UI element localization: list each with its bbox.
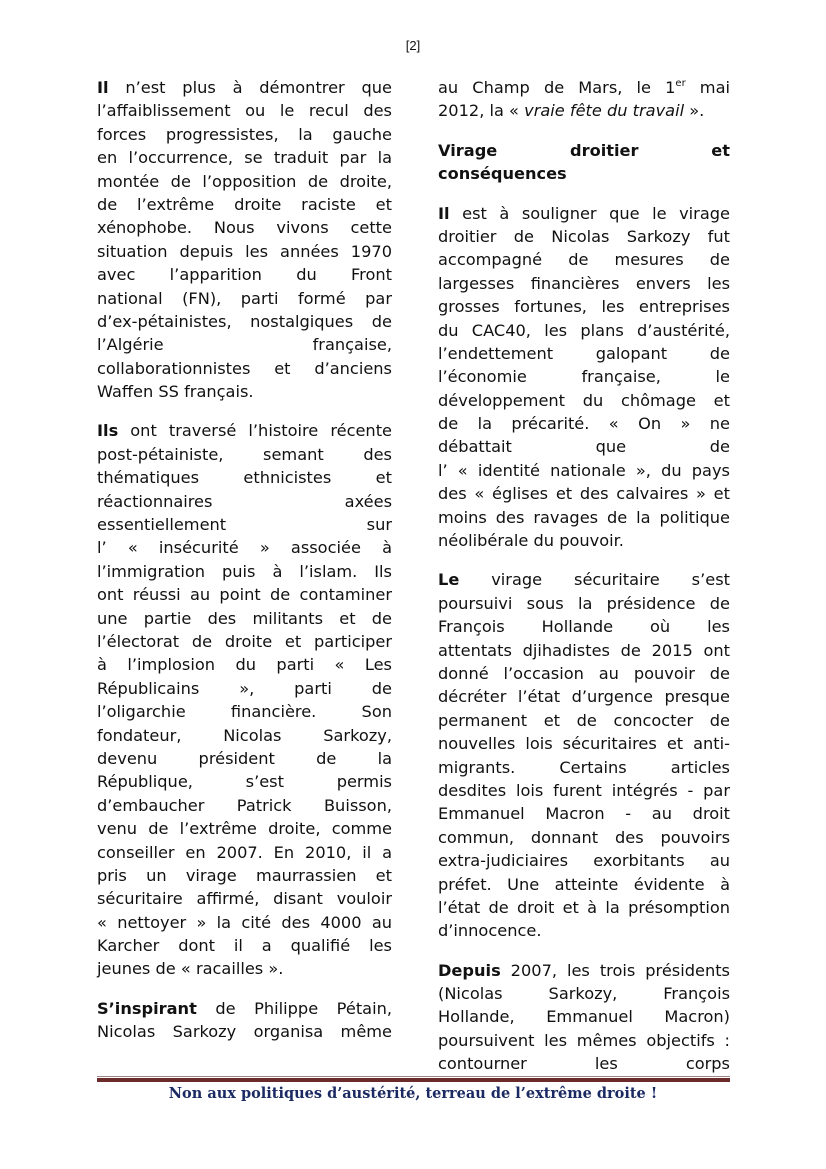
text-line bbox=[438, 639, 730, 662]
text-line bbox=[97, 817, 392, 840]
text-line bbox=[97, 419, 392, 442]
text-line bbox=[97, 583, 392, 606]
text-run: de l’extrême droite raciste et bbox=[97, 194, 392, 214]
text-run: « nettoyer » la cité des 4000 au bbox=[97, 912, 392, 932]
text-run: de Philippe Pétain, bbox=[196, 998, 392, 1018]
text-run: grosses fortunes, les entreprises bbox=[438, 297, 730, 317]
text-run: Waffen SS français. bbox=[97, 382, 254, 402]
text-run: Hollande, Emmanuel Macron) bbox=[438, 1007, 730, 1027]
text-run: réactionnaires axées bbox=[97, 491, 392, 511]
text-line bbox=[438, 248, 730, 271]
text-line bbox=[438, 76, 730, 99]
text-line bbox=[438, 919, 730, 942]
text-run: avec l’apparition du Front bbox=[97, 265, 392, 285]
text-line bbox=[438, 873, 730, 896]
text-line bbox=[97, 240, 392, 263]
text-line bbox=[97, 263, 392, 286]
text-line bbox=[438, 389, 730, 412]
paragraph bbox=[97, 419, 392, 980]
lead-word: Il bbox=[97, 78, 109, 97]
text-line bbox=[438, 1029, 730, 1052]
text-line bbox=[438, 459, 730, 482]
text-run: l’ « identité nationale », du pays bbox=[438, 460, 730, 480]
text-run: accompagné de mesures de bbox=[438, 250, 730, 270]
text-line bbox=[438, 365, 730, 388]
text-run: collaborationnistes et d’anciens bbox=[97, 358, 392, 378]
text-run: mai bbox=[685, 78, 730, 97]
text-run: à l’implosion du parti « Les bbox=[97, 655, 392, 675]
text-run: d’innocence. bbox=[438, 921, 542, 941]
text-run: ont traversé l’histoire récente bbox=[118, 421, 392, 441]
text-run: l’affaiblissement ou le recul des bbox=[97, 101, 392, 121]
text-run: ont réussi au point de contaminer bbox=[97, 585, 392, 605]
italic-text: vraie fête du travail bbox=[524, 101, 685, 121]
text-line bbox=[438, 615, 730, 638]
text-line bbox=[438, 896, 730, 919]
text-line bbox=[97, 146, 392, 169]
text-run: post-pétainiste, semant des bbox=[97, 444, 392, 464]
lead-word: S’inspirant bbox=[97, 998, 197, 1018]
text-line bbox=[438, 162, 730, 185]
text-line bbox=[97, 607, 392, 630]
text-run: l’oligarchie financière. Son bbox=[97, 702, 392, 722]
text-line bbox=[438, 412, 730, 435]
text-run: République, s’est permis bbox=[97, 772, 392, 792]
text-run: Virage droitier et bbox=[438, 140, 730, 160]
text-line bbox=[97, 170, 392, 193]
text-run: desdites lois furent intégrés - par bbox=[438, 780, 730, 800]
text-run: migrants. Certains articles bbox=[438, 757, 730, 777]
text-line bbox=[438, 342, 730, 365]
section-heading bbox=[438, 139, 730, 186]
text-run: devenu président de la bbox=[97, 748, 392, 768]
text-run: national (FN), parti formé par bbox=[97, 288, 392, 308]
text-run: (Nicolas Sarkozy, François bbox=[438, 984, 730, 1004]
text-run: thématiques ethnicistes et bbox=[97, 468, 392, 488]
text-run: l’endettement galopant de bbox=[438, 343, 730, 363]
text-line bbox=[438, 99, 730, 122]
text-line bbox=[438, 506, 730, 529]
text-line bbox=[97, 76, 392, 99]
text-line bbox=[438, 826, 730, 849]
text-run: forces progressistes, la gauche bbox=[97, 124, 392, 144]
text-line bbox=[97, 466, 392, 489]
text-run: moins des ravages de la politique bbox=[438, 507, 730, 527]
paragraph bbox=[438, 568, 730, 942]
text-line bbox=[97, 287, 392, 310]
text-line bbox=[438, 849, 730, 872]
text-line bbox=[97, 997, 392, 1020]
text-run: montée de l’opposition de droite, bbox=[97, 171, 392, 191]
text-line bbox=[97, 911, 392, 934]
text-line bbox=[438, 982, 730, 1005]
text-run: n’est plus à démontrer que bbox=[108, 78, 392, 97]
text-run: virage sécuritaire s’est bbox=[459, 570, 730, 590]
paragraph bbox=[438, 202, 730, 553]
text-run: en l’occurrence, se traduit par la bbox=[97, 148, 392, 168]
text-line bbox=[97, 630, 392, 653]
text-run: nouvelles lois sécuritaires et anti- bbox=[438, 734, 730, 754]
text-run: poursuivi sous la présidence de bbox=[438, 593, 730, 613]
text-run: François Hollande où les bbox=[438, 617, 730, 637]
text-run: xénophobe. Nous vivons cette bbox=[97, 218, 392, 238]
text-run: l’immigration puis à l’islam. Ils bbox=[97, 561, 392, 581]
text-run: essentiellement sur bbox=[97, 515, 392, 535]
text-line bbox=[97, 443, 392, 466]
footer-divider-thin bbox=[97, 1076, 730, 1077]
text-line bbox=[438, 732, 730, 755]
text-line bbox=[438, 139, 730, 162]
text-line bbox=[97, 380, 392, 403]
text-line bbox=[97, 123, 392, 146]
text-line bbox=[438, 295, 730, 318]
text-line bbox=[97, 841, 392, 864]
text-run: droitier de Nicolas Sarkozy fut bbox=[438, 226, 730, 246]
text-line bbox=[97, 536, 392, 559]
text-line bbox=[438, 435, 730, 458]
text-run: l’état de droit et à la présomption bbox=[438, 897, 730, 917]
text-run: développement du chômage et bbox=[438, 390, 730, 410]
text-run: des « églises et des calvaires » et bbox=[438, 484, 730, 504]
text-line bbox=[97, 490, 392, 513]
text-run: contourner les corps bbox=[438, 1054, 730, 1074]
text-line bbox=[97, 193, 392, 216]
text-run: au Champ de Mars, le 1 bbox=[438, 78, 676, 97]
text-run: du CAC40, les plans d’austérité, bbox=[438, 320, 730, 340]
text-run: d’ex-pétainistes, nostalgiques de bbox=[97, 311, 392, 331]
text-line bbox=[438, 779, 730, 802]
text-line bbox=[97, 957, 392, 980]
text-run: une partie des militants et de bbox=[97, 608, 392, 628]
text-run: venu de l’extrême droite, comme bbox=[97, 819, 392, 839]
text-line bbox=[97, 724, 392, 747]
left-column bbox=[97, 76, 392, 1060]
text-run: Emmanuel Macron - au droit bbox=[438, 804, 730, 824]
text-run: conseiller en 2007. En 2010, il a bbox=[97, 842, 392, 862]
text-line bbox=[97, 357, 392, 380]
text-line bbox=[97, 677, 392, 700]
text-run: attentats djihadistes de 2015 ont bbox=[438, 640, 730, 660]
text-run: débattait que de bbox=[438, 437, 730, 457]
footer-slogan: Non aux politiques d’austérité, terreau de l’extrême droite ! bbox=[168, 1085, 658, 1102]
text-run: l’économie française, le bbox=[438, 367, 730, 387]
text-run: l’Algérie française, bbox=[97, 335, 392, 355]
text-run: Nicolas Sarkozy organisa même bbox=[97, 1022, 392, 1042]
text-line bbox=[438, 482, 730, 505]
text-run: poursuivent les mêmes objectifs : bbox=[438, 1030, 730, 1050]
text-line bbox=[438, 202, 730, 225]
text-line bbox=[438, 959, 730, 982]
text-line bbox=[97, 513, 392, 536]
text-line bbox=[97, 653, 392, 676]
text-run: est à souligner que le virage bbox=[449, 203, 730, 223]
text-run: de la précarité. « On » ne bbox=[438, 414, 730, 434]
text-run: d’embaucher Patrick Buisson, bbox=[97, 795, 392, 815]
text-line bbox=[97, 99, 392, 122]
text-run: largesses financières envers les bbox=[438, 273, 730, 293]
text-run: Karcher dont il a qualifié les bbox=[97, 936, 392, 956]
text-run: jeunes de « racailles ». bbox=[97, 959, 284, 979]
text-line bbox=[97, 1020, 392, 1043]
text-run: donné l’occasion au pouvoir de bbox=[438, 663, 730, 683]
text-run: commun, donnant des pouvoirs bbox=[438, 827, 730, 847]
text-run: Républicains », parti de bbox=[97, 678, 392, 698]
text-run: néolibérale du pouvoir. bbox=[438, 531, 624, 551]
text-line bbox=[438, 1052, 730, 1075]
paragraph bbox=[97, 997, 392, 1044]
page-number: [2] bbox=[405, 38, 421, 53]
text-line bbox=[438, 802, 730, 825]
text-run: préfet. Une atteinte évidente à bbox=[438, 874, 730, 894]
text-run: sécuritaire affirmé, disant vouloir bbox=[97, 889, 392, 909]
text-line bbox=[438, 662, 730, 685]
text-run: l’électorat de droite et participer bbox=[97, 631, 392, 651]
text-line bbox=[438, 1005, 730, 1028]
text-run: conséquences bbox=[438, 164, 567, 184]
text-line bbox=[97, 700, 392, 723]
lead-word: Ils bbox=[97, 421, 119, 441]
text-run: décréter l’état d’urgence presque bbox=[438, 687, 730, 707]
text-run: l’ « insécurité » associée à bbox=[97, 538, 392, 558]
lead-word: Le bbox=[438, 570, 460, 590]
text-line bbox=[97, 216, 392, 239]
text-line bbox=[438, 685, 730, 708]
text-line bbox=[438, 319, 730, 342]
text-run: permanent et de concocter de bbox=[438, 710, 730, 730]
lead-word: Depuis bbox=[438, 960, 501, 980]
text-line bbox=[438, 592, 730, 615]
text-run: ». bbox=[684, 101, 705, 121]
text-line bbox=[97, 934, 392, 957]
text-line bbox=[97, 770, 392, 793]
text-line bbox=[438, 568, 730, 591]
paragraph bbox=[97, 76, 392, 403]
paragraph bbox=[438, 76, 730, 123]
text-run: 2012, la « bbox=[438, 101, 525, 121]
text-line bbox=[97, 794, 392, 817]
text-run: fondateur, Nicolas Sarkozy, bbox=[97, 725, 392, 745]
text-line bbox=[97, 333, 392, 356]
text-line bbox=[438, 529, 730, 552]
text-line bbox=[438, 756, 730, 779]
text-line bbox=[97, 560, 392, 583]
footer-divider-thick bbox=[97, 1078, 730, 1082]
lead-word: Il bbox=[438, 203, 450, 223]
paragraph bbox=[438, 959, 730, 1076]
text-run: pris un virage maurrassien et bbox=[97, 865, 392, 885]
text-run: situation depuis les années 1970 bbox=[97, 241, 392, 261]
text-run: extra-judiciaires exorbitants au bbox=[438, 851, 730, 871]
text-line bbox=[97, 887, 392, 910]
text-line bbox=[97, 310, 392, 333]
text-run: 2007, les trois présidents bbox=[500, 960, 730, 980]
text-line bbox=[438, 709, 730, 732]
superscript: er bbox=[675, 78, 686, 89]
text-line bbox=[97, 747, 392, 770]
right-column bbox=[438, 76, 730, 1092]
text-line bbox=[438, 225, 730, 248]
text-line bbox=[97, 864, 392, 887]
text-line bbox=[438, 272, 730, 295]
